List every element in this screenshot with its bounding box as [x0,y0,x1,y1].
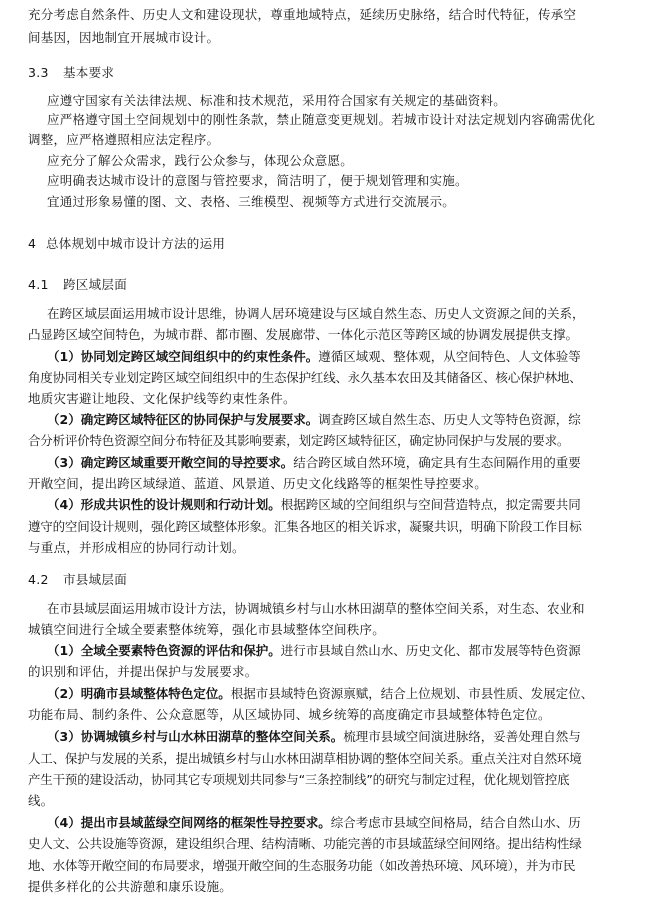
list-item-line: 线。 [28,793,54,808]
list-item-first-line [47,642,581,660]
item-text: 综合考虑市县域空间格局，结合自然山水、历 [330,815,581,830]
requirement-line: 调整，应严格遵照相应法定程序。 [28,132,220,147]
section-title: 基本要求 [63,65,115,80]
item-lead: （4）提出市县域蓝绿空间网络的框架性导控要求。 [47,815,331,830]
list-item-first-line [47,411,581,429]
list-item-line: 史人文、公共设施等资源，建设组织合理、结构清晰、功能完善的市县域蓝绿空间网络。提出结构性绿 [28,836,582,851]
requirement-line: 应严格遵守国土空间规划中的刚性条款，禁止随意变更规划。若城市设计对法定规划内容确需优化 [47,112,596,127]
list-item-line: 地、水体等开敞空间的布局要求，增强开敞空间的生态服务功能（如改善热环境、风环境），并为市民 [28,858,576,873]
paragraph-line: 城镇空间进行全域全要素整体统筹，强化市县域整体空间秩序。 [28,622,386,637]
list-item-line: 角度协同相关专业划定跨区域空间组织中的生态保护红线、永久基本农田及其储备区、核心保护林地、 [28,370,582,385]
item-lead: （3）协调城镇乡村与山水林田湖草的整体空间关系。 [47,729,344,744]
item-lead: （2）确定跨区域特征区的协同保护与发展要求。 [47,412,319,427]
list-item-line: 功能布局、制约条件、公众意愿等，从区域协同、城乡统筹的高度确定市县域整体特色定位。 [28,707,551,722]
list-item-first-line [47,728,581,746]
list-item-line: 合分析评价特色资源空间分布特征及其影响要素，划定跨区域特征区，确定协同保护与发展的要求。 [28,433,570,448]
paragraph-line: 充分考虑自然条件、历史人文和建设现状，尊重地域特点，延续历史脉络，结合时代特征，传承空 [28,7,577,22]
paragraph-line: 在跨区域层面运用城市设计思维，协调人居环境建设与区域自然生态、历史人文资源之间的关系， [47,306,585,321]
chapter-title: 总体规划中城市设计方法的运用 [46,236,226,251]
section-title: 跨区域层面 [63,277,128,292]
list-item-line: 开敞空间，提出跨区域绿道、蓝道、风景道、历史文化线路等的框架性导控要求。 [28,476,488,491]
list-item-line: 地质灾害避让地段、文化保护线等约束性条件。 [28,391,296,406]
item-lead: （2）明确市县域整体特色定位。 [47,686,231,701]
item-lead: （3）确定跨区域重要开敞空间的导控要求。 [47,455,294,470]
section-number: 4.1 [28,277,49,292]
item-text: 根据跨区域的空间组织与空间营造特点，拟定需要共同 [280,497,581,512]
item-lead: （1）协同划定跨区域空间组织中的约束性条件。 [47,349,319,364]
list-item-line: 遵守的空间设计规则，强化跨区域整体形象。汇集各地区的相关诉求，凝聚共识，明确下阶段工作目标 [28,519,582,534]
item-text: 根据市县域特色资源禀赋，结合上位规划、市县性质、发展定位、 [230,686,594,701]
item-text: 进行市县域自然山水、历史文化、都市发展等特色资源 [280,643,581,658]
list-item-first-line [47,814,581,832]
list-item-first-line [47,348,581,366]
list-item-first-line [47,685,593,703]
item-lead: （1）全域全要素特色资源的评估和保护。 [47,643,281,658]
requirement-line: 宜通过形象易懂的图、文、表格、三维模型、视频等方式进行交流展示。 [47,194,456,209]
requirement-line: 应充分了解公众需求，践行公众参与，体现公众意愿。 [47,153,354,168]
section-number: 3.3 [28,65,49,80]
paragraph-line: 在市县域层面运用城市设计方法，协调城镇乡村与山水林田湖草的整体空间关系，对生态、农业和 [47,601,585,616]
list-item-line: 提供多样化的公共游憩和康乐设施。 [28,879,233,894]
section-title: 市县域层面 [63,572,128,587]
item-text: 遵循区域观、整体观，从空间特色、人文体验等 [318,349,581,364]
list-item-line: 的识别和评估，并提出保护与发展要求。 [28,664,258,679]
chapter-number: 4 [28,236,37,251]
requirement-line: 应明确表达城市设计的意图与管控要求，简洁明了，便于规划管理和实施。 [47,173,468,188]
list-item-line: 人工、保护与发展的关系，提出城镇乡村与山水林田湖草相协调的整体空间关系。重点关注对自然环境 [28,751,582,766]
section-number: 4.2 [28,572,49,587]
requirement-line: 应遵守国家有关法律法规、标准和技术规范，采用符合国家有关规定的基础资料。 [47,93,507,108]
list-item-line: 产生干预的建设活动，协同其它专项规划共同参与“三条控制线”的研究与制定过程，优化规划管控底 [28,772,570,787]
item-text: 调查跨区域自然生态、历史人文等特色资源，综 [318,412,581,427]
paragraph-line: 凸显跨区域空间特色，为城市群、都市圈、发展廊带、一体化示范区等跨区域的协调发展提供支撑。 [28,327,579,342]
item-lead: （4）形成共识性的设计规则和行动计划。 [47,497,281,512]
list-item-first-line [47,454,581,472]
list-item-line: 与重点，并形成相应的协同行动计划。 [28,540,245,555]
paragraph-line: 间基因，因地制宜开展城市设计。 [28,30,220,45]
item-text: 梳理市县域空间演进脉络，妥善处理自然与 [343,729,581,744]
list-item-first-line [47,496,581,514]
item-text: 结合跨区域自然环境，确定具有生态间隔作用的重要 [293,455,581,470]
